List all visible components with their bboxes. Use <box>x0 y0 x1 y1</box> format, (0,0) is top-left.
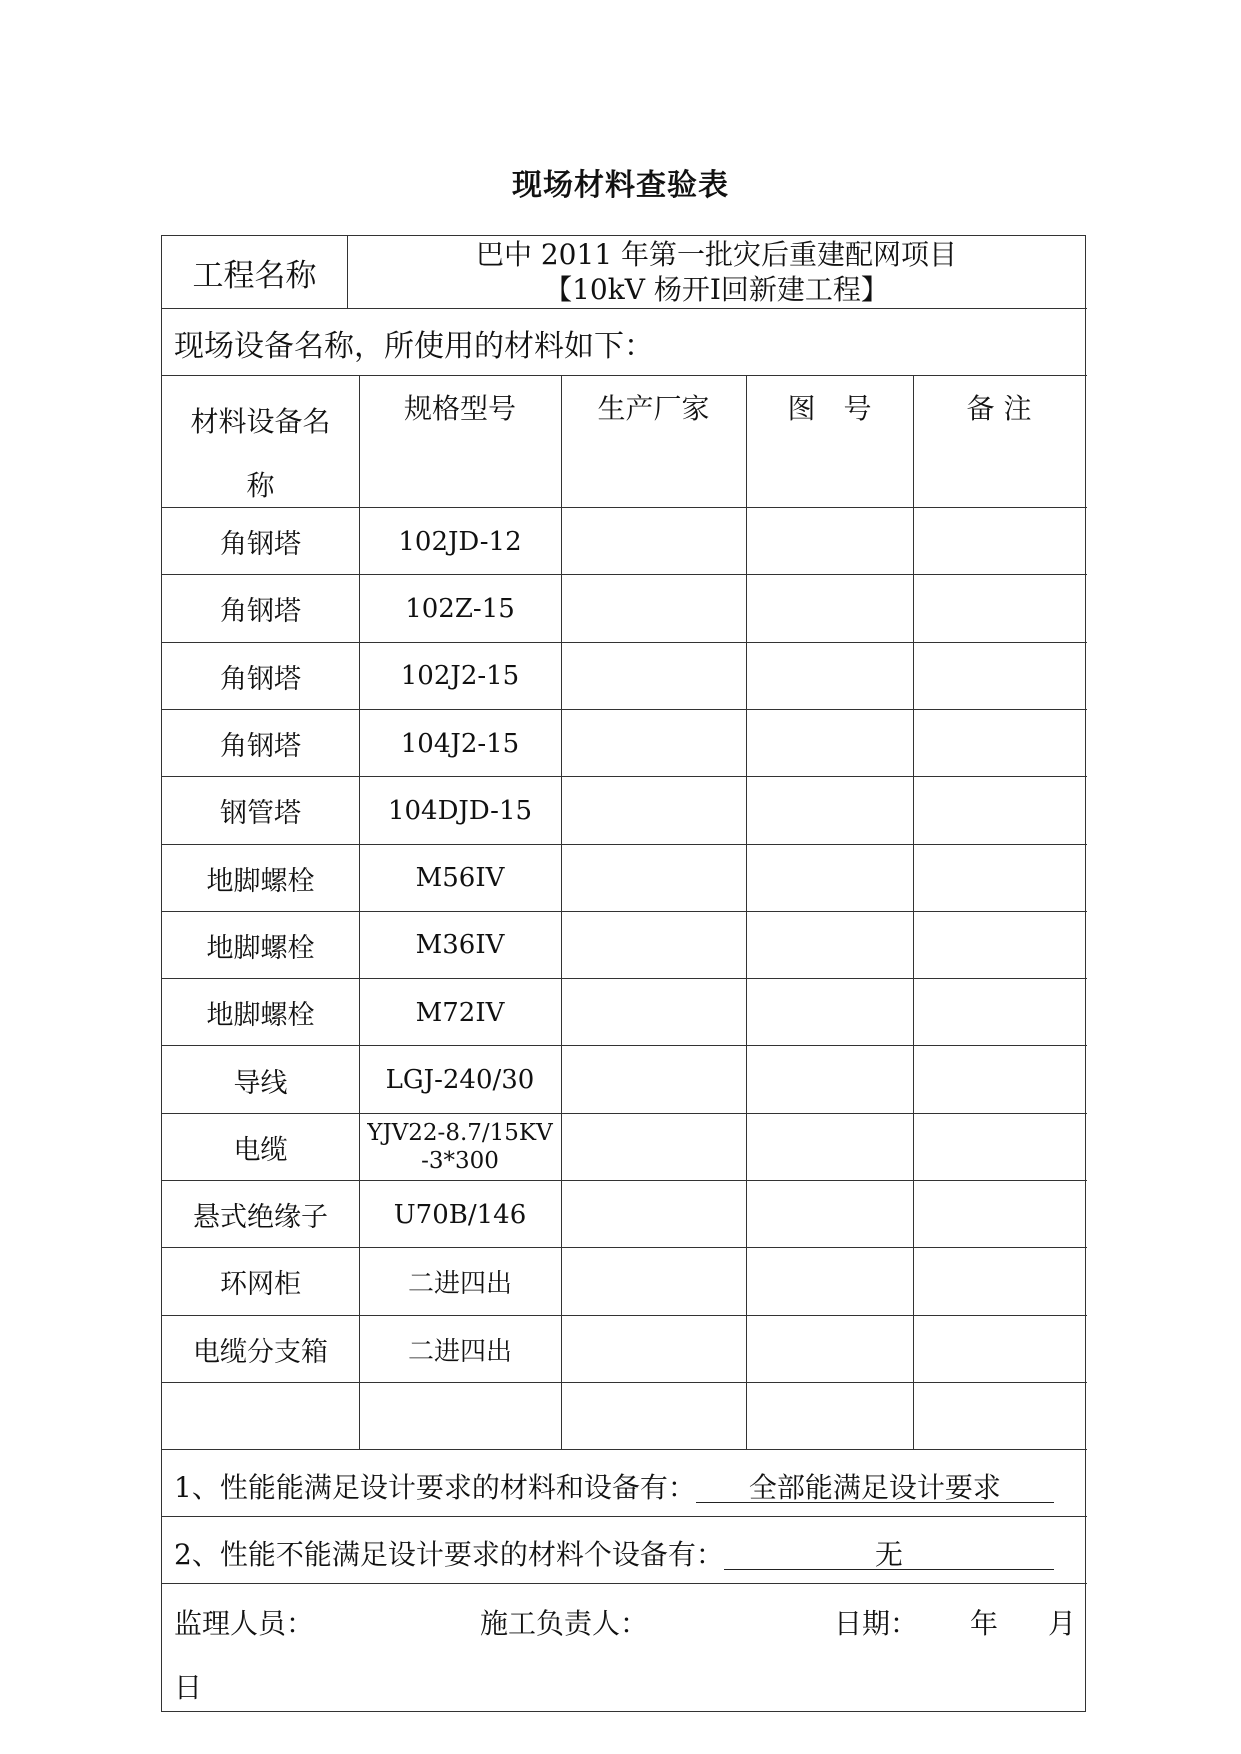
material-spec: U70B/146 <box>393 1199 527 1230</box>
drawing-cell <box>746 979 913 1046</box>
maker-cell <box>561 508 746 575</box>
material-spec: M36IV <box>415 930 505 961</box>
page-title: 现场材料查验表 <box>512 168 729 203</box>
drawing-cell <box>746 710 913 777</box>
table-row <box>162 1113 1087 1180</box>
material-name <box>162 1383 359 1450</box>
table-row <box>162 709 1087 776</box>
drawing-cell <box>746 1248 913 1315</box>
material-spec <box>359 1383 561 1450</box>
header-drawing: 图 号 <box>787 392 872 425</box>
maker-cell <box>561 643 746 710</box>
month-label: 月 <box>1048 1607 1077 1640</box>
inspection-table <box>161 235 1086 1712</box>
material-name: 悬式绝缘子 <box>193 1202 328 1234</box>
material-spec: 104DJD-15 <box>387 795 533 826</box>
material-spec: 二进四出 <box>407 1269 512 1300</box>
remark-cell <box>913 1046 1085 1113</box>
table-row <box>162 574 1087 641</box>
maker-cell <box>561 1181 746 1248</box>
material-spec: 104J2-15 <box>400 728 520 759</box>
table-row <box>162 507 1087 574</box>
conclusion-row-2 <box>162 1516 1087 1583</box>
maker-cell <box>561 1046 746 1113</box>
remark-cell <box>913 912 1085 979</box>
header-spec: 规格型号 <box>403 392 516 425</box>
material-name: 地脚螺栓 <box>206 1000 315 1032</box>
table-row <box>162 978 1087 1045</box>
project-label: 工程名称 <box>192 257 317 294</box>
divider <box>746 375 747 1449</box>
maker-cell <box>561 1383 746 1450</box>
material-name: 地脚螺栓 <box>206 865 315 897</box>
drawing-cell <box>746 575 913 642</box>
project-name <box>348 236 1085 308</box>
remark-cell <box>913 979 1085 1046</box>
material-spec-line1: YJV22-8.7/15KV <box>367 1120 553 1147</box>
remark-cell <box>913 777 1085 844</box>
year-label: 年 <box>970 1607 999 1640</box>
header-name <box>162 390 359 518</box>
drawing-cell <box>746 643 913 710</box>
material-spec: 102Z-15 <box>405 593 515 624</box>
maker-cell <box>561 1316 746 1383</box>
material-name: 角钢塔 <box>220 663 301 695</box>
material-spec-line2: -3*300 <box>421 1148 499 1175</box>
maker-cell <box>561 979 746 1046</box>
header-name-line2: 称 <box>246 469 275 502</box>
constructor-label: 施工负责人： <box>480 1607 649 1640</box>
table-row <box>162 1045 1087 1112</box>
divider <box>913 375 914 1449</box>
maker-cell <box>561 845 746 912</box>
material-name: 电缆 <box>233 1134 288 1166</box>
maker-cell <box>561 912 746 979</box>
material-name: 角钢塔 <box>220 529 301 561</box>
signature-row <box>162 1583 1087 1711</box>
header-maker: 生产厂家 <box>597 392 710 425</box>
table-row <box>162 1180 1087 1247</box>
table-row <box>162 776 1087 843</box>
material-name: 角钢塔 <box>220 596 301 628</box>
material-spec: LGJ-240/30 <box>385 1065 535 1096</box>
material-spec: M72IV <box>415 997 505 1028</box>
remark-cell <box>913 508 1085 575</box>
remark-cell <box>913 1114 1085 1181</box>
conclusion-2-label: 2、性能不能满足设计要求的材料个设备有： <box>174 1538 724 1571</box>
material-name: 地脚螺栓 <box>206 932 315 964</box>
drawing-cell <box>746 1383 913 1450</box>
supervisor-label: 监理人员： <box>174 1607 315 1640</box>
material-rows <box>162 507 1085 1449</box>
drawing-cell <box>746 912 913 979</box>
remark-cell <box>913 845 1085 912</box>
conclusion-1-label: 1、性能能满足设计要求的材料和设备有： <box>174 1471 696 1504</box>
table-row <box>162 1315 1087 1382</box>
header-remark: 备 注 <box>966 392 1032 425</box>
maker-cell <box>561 777 746 844</box>
header-row <box>162 375 1087 507</box>
header-name-line1: 材料设备名 <box>190 405 331 438</box>
conclusion-1-value: 全部能满足设计要求 <box>696 1473 1054 1503</box>
drawing-cell <box>746 1046 913 1113</box>
material-spec: 102J2-15 <box>400 661 520 692</box>
material-spec: M56IV <box>415 863 505 894</box>
material-name: 角钢塔 <box>220 731 301 763</box>
divider <box>359 375 360 1449</box>
table-row <box>162 642 1087 709</box>
conclusion-row-1 <box>162 1449 1087 1516</box>
intro-text: 现场设备名称，所使用的材料如下： <box>174 329 654 364</box>
material-spec <box>359 1114 561 1181</box>
remark-cell <box>913 1248 1085 1315</box>
project-name-line1: 巴中 2011 年第一批灾后重建配网项目 <box>475 238 958 271</box>
drawing-cell <box>746 508 913 575</box>
remark-cell <box>913 575 1085 642</box>
maker-cell <box>561 1114 746 1181</box>
project-name-line2: 【10kV 杨开Ⅰ回新建工程】 <box>544 273 889 306</box>
remark-cell <box>913 710 1085 777</box>
material-spec: 102JD-12 <box>398 526 522 557</box>
remark-cell <box>913 1383 1085 1450</box>
drawing-cell <box>746 845 913 912</box>
drawing-cell <box>746 1181 913 1248</box>
drawing-cell <box>746 1316 913 1383</box>
divider <box>561 375 562 1449</box>
material-name: 电缆分支箱 <box>193 1336 328 1368</box>
maker-cell <box>561 710 746 777</box>
drawing-cell <box>746 777 913 844</box>
remark-cell <box>913 1316 1085 1383</box>
material-spec: 二进四出 <box>407 1336 512 1367</box>
table-row <box>162 1382 1087 1449</box>
remark-cell <box>913 643 1085 710</box>
intro-row <box>162 308 1087 375</box>
material-name: 导线 <box>233 1067 288 1099</box>
material-name: 钢管塔 <box>220 798 301 830</box>
material-name: 环网柜 <box>220 1269 301 1301</box>
day-label: 日 <box>174 1671 203 1704</box>
drawing-cell <box>746 1114 913 1181</box>
maker-cell <box>561 575 746 642</box>
maker-cell <box>561 1248 746 1315</box>
table-row <box>162 1247 1087 1314</box>
table-row <box>162 844 1087 911</box>
remark-cell <box>913 1181 1085 1248</box>
date-label: 日期： <box>834 1607 919 1640</box>
table-row <box>162 911 1087 978</box>
conclusion-2-value: 无 <box>724 1540 1054 1570</box>
